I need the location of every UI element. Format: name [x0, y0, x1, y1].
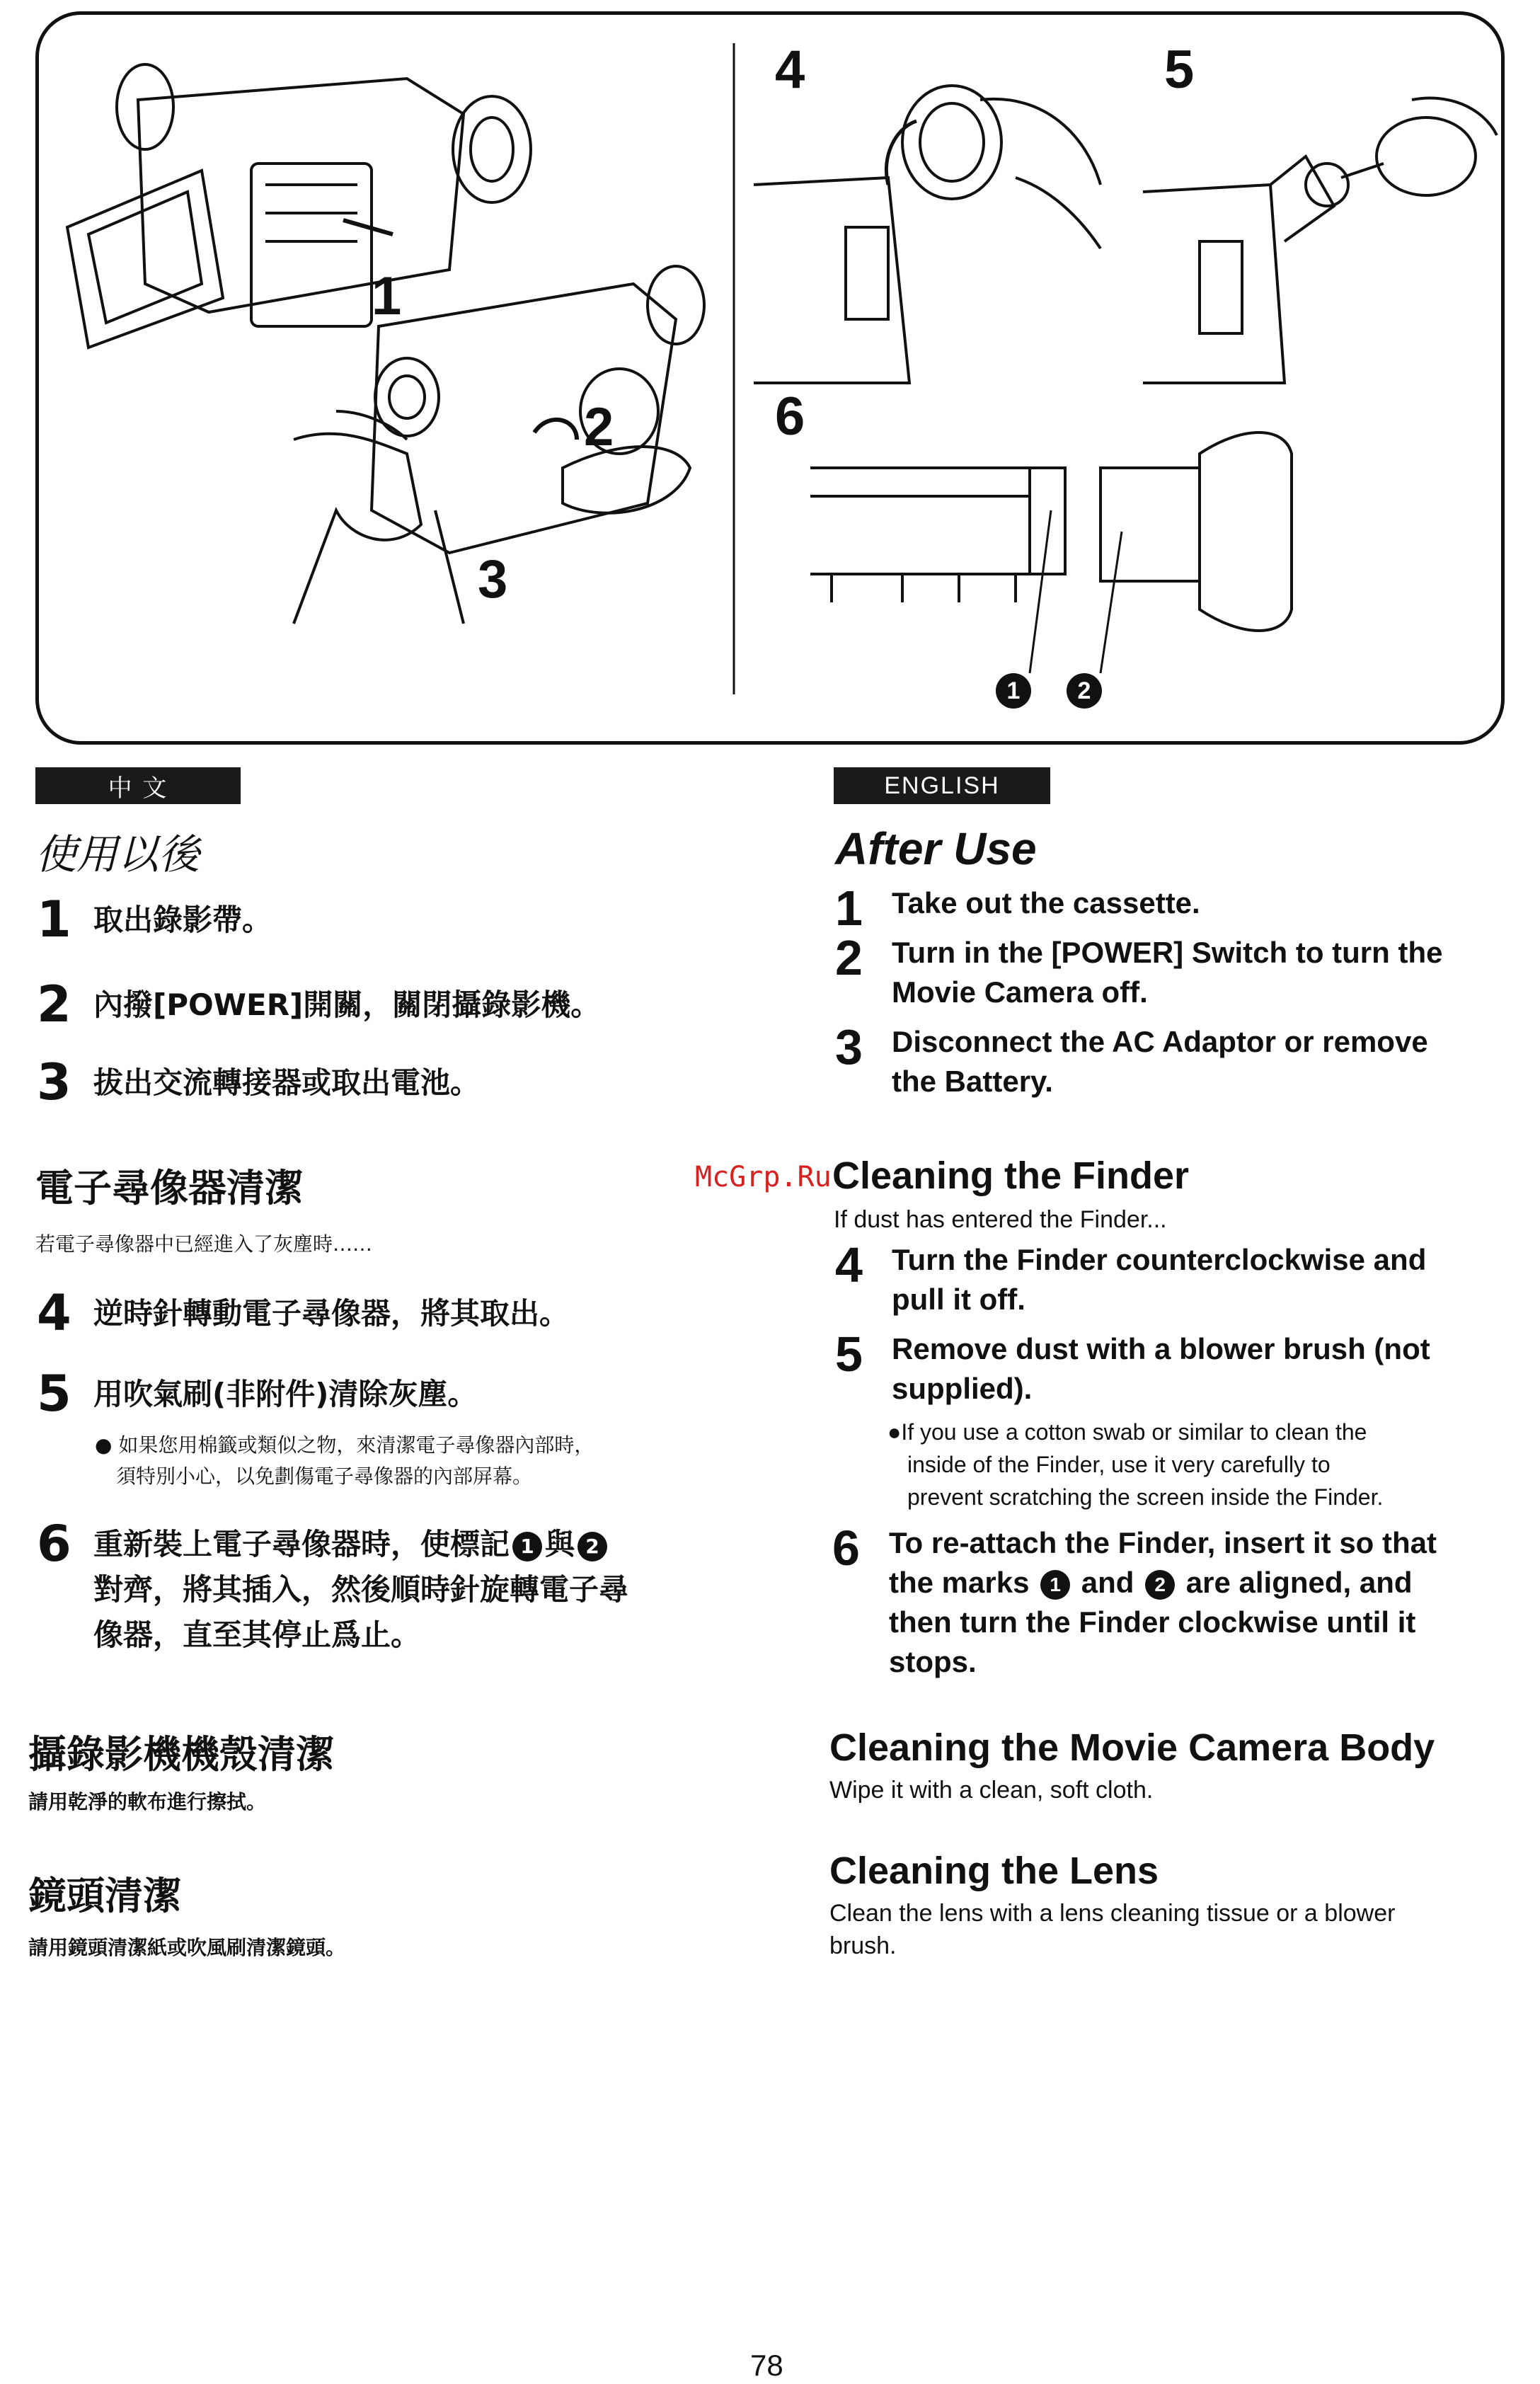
- step-line: Disconnect the AC Adaptor or remove: [892, 1025, 1428, 1058]
- step-text: [892, 933, 1442, 1012]
- english-step-3: [835, 1019, 1428, 1101]
- note-line: ● 如果您用棉籤或類似之物，來清潔電子尋像器內部時，: [95, 1433, 594, 1457]
- step-line: then turn the Finder clockwise until it: [889, 1605, 1416, 1639]
- step-number: 3: [37, 1053, 71, 1111]
- step-line: Turn in the [POWER] Switch to turn the: [892, 936, 1443, 969]
- step-text: [93, 1519, 628, 1658]
- camcorder-illustration: [39, 15, 1505, 745]
- english-step-4: [835, 1237, 1427, 1319]
- step-line: To re-attach the Finder, insert it so that: [889, 1526, 1437, 1559]
- figure-step-1: 1: [372, 266, 402, 326]
- mark-1-icon: 1: [1040, 1570, 1070, 1600]
- step-number: 6: [832, 1520, 860, 1576]
- step6-line3: 像器，直至其停止爲止。: [93, 1617, 421, 1652]
- step-text: 逆時針轉動電子尋像器，將其取出。: [93, 1296, 570, 1331]
- step-number: 4: [37, 1284, 71, 1342]
- step-number: 5: [37, 1365, 71, 1423]
- note-line: inside of the Finder, use it very carefully to: [907, 1452, 1331, 1477]
- english-finder-note: [887, 1416, 1383, 1513]
- figure-step-5: 5: [1164, 40, 1195, 100]
- step-number: 2: [835, 930, 863, 985]
- chinese-step-4: [37, 1284, 570, 1342]
- note-line: prevent scratching the screen inside the Finder.: [907, 1484, 1384, 1510]
- lens-line: brush.: [829, 1932, 897, 1959]
- chinese-body-text: 請用乾淨的軟布進行擦拭。: [28, 1790, 267, 1813]
- english-step-5: [835, 1326, 1430, 1409]
- chinese-step-3: [37, 1053, 481, 1111]
- step-text: [892, 1022, 1428, 1101]
- mark-1-icon: 1: [512, 1532, 542, 1561]
- figure-step-4: 4: [775, 40, 805, 100]
- chinese-step-2: [37, 975, 601, 1033]
- english-finder-heading: Cleaning the Finder: [832, 1154, 1190, 1197]
- chinese-lens-heading: 鏡頭清潔: [28, 1874, 181, 1918]
- chinese-step-6: [37, 1515, 629, 1658]
- english-body-text: Wipe it with a clean, soft cloth.: [829, 1777, 1154, 1804]
- step-text: [889, 1523, 1437, 1682]
- step-text: 取出錄影帶。: [93, 902, 272, 937]
- illustration-panel: [35, 11, 1505, 745]
- step-number: 1: [835, 881, 863, 936]
- mark-2-icon: 2: [1145, 1570, 1175, 1600]
- english-step-6: [832, 1520, 1437, 1682]
- english-lang-tag: ENGLISH: [834, 767, 1050, 804]
- step-number: 5: [835, 1326, 863, 1382]
- watermark: McGrp.Ru: [695, 1161, 832, 1193]
- step-number: 2: [37, 975, 71, 1033]
- step-line: Take out the cassette.: [892, 886, 1200, 919]
- chinese-lens-text: 請用鏡頭清潔紙或吹風刷清潔鏡頭。: [28, 1936, 346, 1959]
- step6-line1: 重新裝上電子尋像器時，使標記: [93, 1527, 510, 1561]
- note-line: 須特別小心，以免劃傷電子尋像器的內部屏幕。: [116, 1465, 533, 1488]
- english-step-1: [835, 881, 1200, 936]
- chinese-lang-tag: 中 文: [35, 767, 241, 804]
- chinese-title: 使用以後: [35, 830, 200, 878]
- note-line: ●If you use a cotton swab or similar to clean the: [887, 1419, 1367, 1445]
- mark-2-icon: 2: [578, 1532, 607, 1561]
- chinese-step-5: [37, 1365, 478, 1423]
- figure-step-2: 2: [584, 397, 614, 457]
- chinese-step-1: [37, 890, 272, 949]
- step-text: [892, 1329, 1430, 1409]
- step-number: 3: [835, 1019, 863, 1074]
- english-title: After Use: [835, 823, 1037, 874]
- step-line: Remove dust with a blower brush (not: [892, 1332, 1430, 1365]
- step-line: the marks: [889, 1566, 1030, 1599]
- step-line: Turn the Finder counterclockwise and: [892, 1243, 1427, 1276]
- chinese-finder-intro: 若電子尋像器中已經進入了灰塵時……: [35, 1232, 373, 1256]
- step-line: the Battery.: [892, 1065, 1053, 1098]
- chinese-finder-heading: 電子尋像器清潔: [35, 1166, 303, 1210]
- step-number: 4: [835, 1237, 863, 1293]
- english-lens-text: [829, 1897, 1395, 1962]
- figure-mark-1: 1: [996, 673, 1031, 709]
- step6-line2: 對齊，將其插入，然後順時針旋轉電子尋: [93, 1572, 629, 1607]
- step-line: and: [1081, 1566, 1134, 1599]
- step-text: [892, 883, 1200, 923]
- chinese-body-heading: 攝錄影機機殼清潔: [28, 1732, 334, 1777]
- chinese-finder-note: [95, 1430, 594, 1492]
- english-lens-heading: Cleaning the Lens: [829, 1850, 1159, 1892]
- figure-mark-2: 2: [1067, 673, 1102, 709]
- step-line: Movie Camera off.: [892, 975, 1148, 1009]
- step-text: [892, 1240, 1426, 1319]
- step-line: supplied).: [892, 1372, 1033, 1405]
- step6-between: 與: [545, 1527, 575, 1561]
- english-finder-intro: If dust has entered the Finder...: [834, 1206, 1167, 1233]
- step-line: stops.: [889, 1645, 977, 1678]
- figure-step-6: 6: [775, 386, 805, 447]
- english-body-heading: Cleaning the Movie Camera Body: [829, 1726, 1435, 1769]
- english-step-2: [835, 930, 1443, 1012]
- step-number: 6: [37, 1515, 71, 1573]
- lens-line: Clean the lens with a lens cleaning tissue or a blower: [829, 1900, 1396, 1927]
- step-text: 用吹氣刷(非附件)清除灰塵。: [93, 1377, 478, 1411]
- step-number: 1: [37, 890, 71, 949]
- figure-step-3: 3: [478, 549, 508, 609]
- step-text: 拔出交流轉接器或取出電池。: [93, 1065, 481, 1100]
- step-line: pull it off.: [892, 1283, 1025, 1316]
- step-text: 內撥[POWER]開關，關閉攝錄影機。: [93, 987, 601, 1022]
- page-number: 78: [750, 2349, 783, 2382]
- step-line: are aligned, and: [1185, 1566, 1413, 1599]
